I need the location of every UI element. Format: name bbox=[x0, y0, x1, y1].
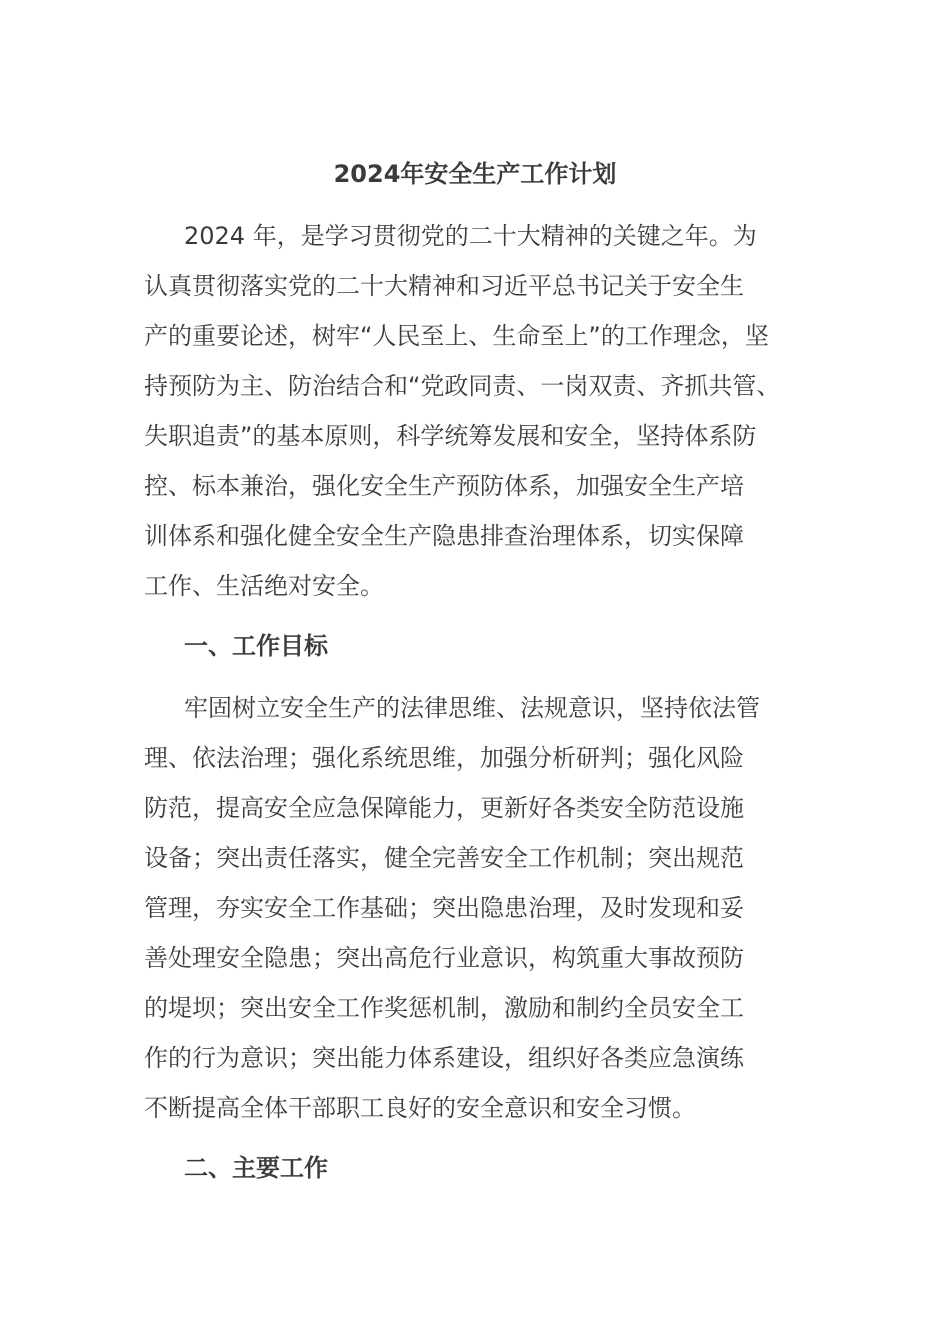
paragraph-line: 控、标本兼治，强化安全生产预防体系，加强安全生产培 bbox=[144, 472, 744, 500]
paragraph-line: 防范，提高安全应急保障能力，更新好各类安全防范设施 bbox=[144, 794, 744, 822]
paragraph-line: 作的行为意识；突出能力体系建设，组织好各类应急演练 bbox=[144, 1044, 744, 1072]
paragraph-line: 设备；突出责任落实，健全完善安全工作机制；突出规范 bbox=[144, 844, 744, 872]
section-heading-main-work: 二、主要工作 bbox=[184, 1154, 328, 1182]
paragraph-line: 的堤坝；突出安全工作奖惩机制，激励和制约全员安全工 bbox=[144, 994, 744, 1022]
intro-paragraph bbox=[144, 211, 806, 611]
paragraph-line: 管理，夯实安全工作基础；突出隐患治理，及时发现和妥 bbox=[144, 894, 744, 922]
paragraph-line: 失职追责”的基本原则，科学统筹发展和安全，坚持体系防 bbox=[144, 422, 757, 450]
paragraph-line: 持预防为主、防治结合和“党政同责、一岗双责、齐抓共管、 bbox=[144, 372, 781, 400]
paragraph-line: 工作、生活绝对安全。 bbox=[144, 572, 384, 600]
paragraph-line: 牢固树立安全生产的法律思维、法规意识，坚持依法管 bbox=[184, 694, 760, 722]
section-heading-goals: 一、工作目标 bbox=[184, 632, 328, 660]
paragraph-line: 2024 年，是学习贯彻党的二十大精神的关键之年。为 bbox=[184, 222, 757, 250]
goals-paragraph bbox=[144, 683, 806, 1133]
paragraph-line: 认真贯彻落实党的二十大精神和习近平总书记关于安全生 bbox=[144, 272, 744, 300]
paragraph-line: 善处理安全隐患；突出高危行业意识，构筑重大事故预防 bbox=[144, 944, 744, 972]
paragraph-line: 不断提高全体干部职工良好的安全意识和安全习惯。 bbox=[144, 1094, 696, 1122]
document-title: 2024年安全生产工作计划 bbox=[333, 160, 617, 188]
paragraph-line: 产的重要论述，树牢“人民至上、生命至上”的工作理念，坚 bbox=[144, 322, 769, 350]
paragraph-line: 理、依法治理；强化系统思维，加强分析研判；强化风险 bbox=[144, 744, 744, 772]
paragraph-line: 训体系和强化健全安全生产隐患排查治理体系，切实保障 bbox=[144, 522, 744, 550]
